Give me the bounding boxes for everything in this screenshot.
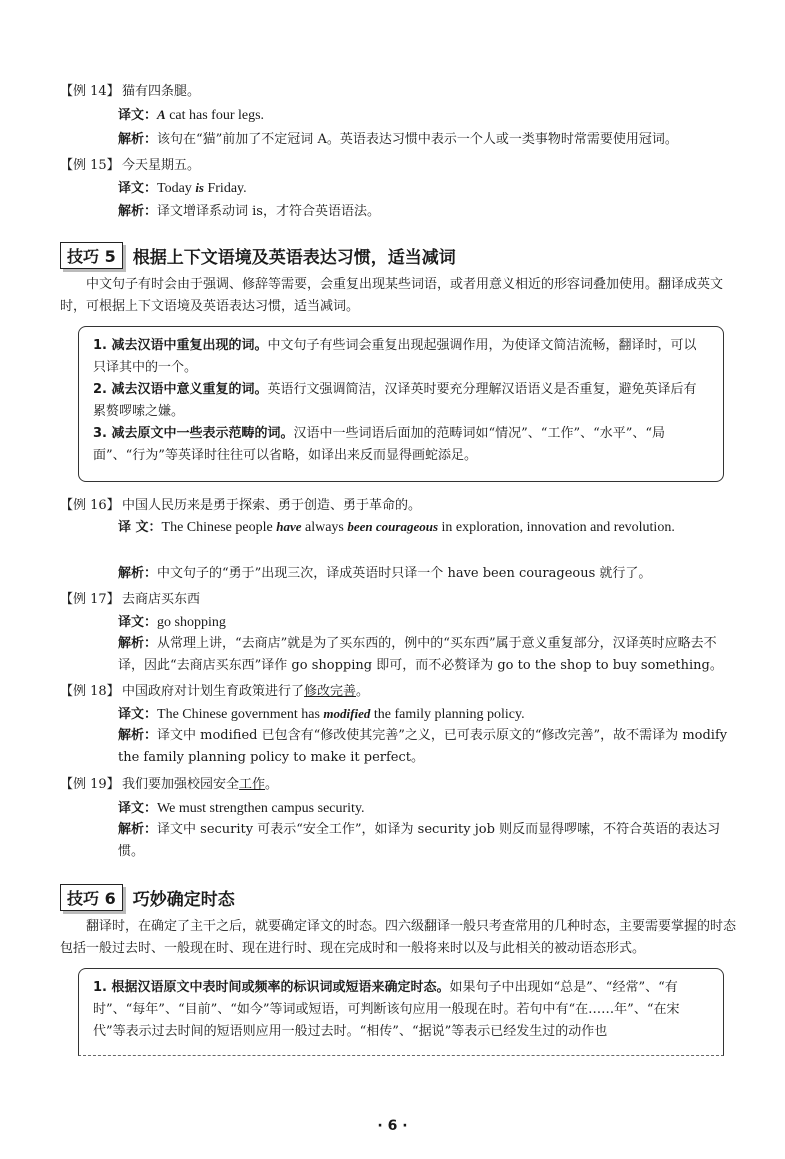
example-16-analysis <box>118 562 651 581</box>
example-17-source: 去商店买东西 <box>122 592 201 607</box>
example-15-translation <box>118 177 247 197</box>
source-text: 。 <box>265 777 279 792</box>
example-18-analysis <box>118 725 736 769</box>
example-16-source: 中国人民历来是勇于探索、勇于创造、勇于革命的。 <box>122 498 422 513</box>
technique-6-badge: 技巧 6 <box>60 884 123 911</box>
source-text: 我们要加强校园安全 <box>122 777 240 792</box>
example-18-translation <box>118 703 525 723</box>
tip-heading: 1. 根据汉语原文中表时间或频率的标识词或短语来确定时态。 <box>93 980 450 995</box>
tip-item <box>93 379 709 423</box>
translation-emphasis: is <box>195 180 204 195</box>
tip-item <box>93 423 709 467</box>
source-text: 。 <box>356 684 370 699</box>
analysis-text: 译文增译系动词 is，才符合英语语法。 <box>157 204 380 219</box>
translation-emphasis: been courageous <box>347 519 439 534</box>
example-14-analysis <box>118 128 678 147</box>
example-16-translation <box>118 516 736 539</box>
translation-text: The Chinese government has <box>157 707 324 722</box>
example-19-source <box>122 773 278 792</box>
source-underlined: 修改完善 <box>304 684 357 699</box>
tip-text: 汉语中一些词语后面加的范畴词如“情况”、“工作”、“水平”、“局面”、“行为”等英译时往往可以省略，如译出来反而显得画蛇添足。 <box>93 426 666 463</box>
example-14-translation <box>118 104 264 124</box>
technique-6-intro: 翻译时，在确定了主干之后，就要确定译文的时态。四六级翻译一般只考查常用的几种时态，主要需要掌握的时态包括一般过去时、一般现在时、现在进行时、现在完成时和一般将来时以及与此相关的被动语态形式。 <box>60 919 737 956</box>
tip-text: 中文句子有些词会重复出现起强调作用，为使译文简洁流畅，翻译时，可以只译其中的一个。 <box>93 338 697 375</box>
technique-5-tips-box <box>78 326 724 482</box>
example-19-analysis <box>118 819 736 863</box>
analysis-label: 解析： <box>118 822 158 837</box>
translation-label: 译文： <box>118 707 158 722</box>
analysis-text: 译文中 security 可表示“安全工作”，如译为 security job 则反而显得啰嗦，不符合英语的表达习惯。 <box>118 822 721 859</box>
example-15-analysis <box>118 200 380 219</box>
analysis-label: 解析： <box>118 636 158 651</box>
technique-5-intro: 中文句子有时会由于强调、修辞等需要，会重复出现某些词语，或者用意义相近的形容词叠加使用。翻译成英文时，可根据上下文语境及英语表达习惯，适当减词。 <box>60 277 724 314</box>
tip-heading: 3. 减去原文中一些表示范畴的词。 <box>93 426 294 441</box>
translation-label: 译文： <box>118 108 158 123</box>
tip-text: 如果句子中出现如“总是”、“经常”、“有时”、“每年”、“目前”、“如今”等词或短语，可判断该句应用一般现在时。若句中有“在……年”、“在宋代”等表示过去时间的短语则应用一般过去时。“相传”、“据说”等表示已经发生过的动作也 <box>93 980 680 1039</box>
source-underlined: 工作 <box>239 777 266 792</box>
translation-label: 译文： <box>118 181 158 196</box>
translation-emphasis: modified <box>323 706 371 721</box>
translation-text: always <box>301 520 348 535</box>
technique-6-heading <box>60 884 235 911</box>
example-16-tag: 【例 16】 <box>60 498 120 513</box>
translation-text: cat has four legs. <box>165 108 265 123</box>
page-number: · 6 · <box>377 1118 408 1134</box>
translation-text: The Chinese people <box>161 520 277 535</box>
example-14-tag: 【例 14】 <box>60 84 120 99</box>
source-text: 中国政府对计划生育政策进行了 <box>122 684 305 699</box>
translation-text: the family planning policy. <box>370 707 525 722</box>
technique-5-badge: 技巧 5 <box>60 242 123 269</box>
translation-text: Today <box>157 181 196 196</box>
translation-text: We must strengthen campus security. <box>157 801 365 816</box>
translation-emphasis: have <box>276 519 302 534</box>
example-17-tag: 【例 17】 <box>60 592 120 607</box>
translation-text: Friday. <box>203 181 247 196</box>
example-14-source: 猫有四条腿。 <box>122 84 201 99</box>
translation-label: 译文： <box>118 615 158 630</box>
tip-item <box>93 977 709 1043</box>
translation-label: 译 文： <box>118 520 162 535</box>
example-19-tag: 【例 19】 <box>60 777 120 792</box>
tip-heading: 2. 减去汉语中意义重复的词。 <box>93 382 268 397</box>
technique-6-title: 巧妙确定时态 <box>132 890 235 910</box>
analysis-text: 该句在“猫”前加了不定冠词 A。英语表达习惯中表示一个人或一类事物时常需要使用冠词。 <box>157 132 678 147</box>
technique-6-tips-box <box>78 968 724 1056</box>
example-15-tag: 【例 15】 <box>60 158 120 173</box>
translation-label: 译文： <box>118 801 158 816</box>
analysis-text: 译文中 modified 已包含有“修改使其完善”之义，已可表示原文的“修改完善”，故不需译为 modify the family planning policy to make it perfect。 <box>118 728 728 765</box>
analysis-label: 解析： <box>118 728 158 743</box>
analysis-text: 中文句子的“勇于”出现三次，译成英语时只译一个 have been courageous 就行了。 <box>157 566 652 581</box>
analysis-label: 解析： <box>118 204 158 219</box>
example-15-source: 今天星期五。 <box>122 158 201 173</box>
translation-emphasis: A <box>157 107 166 122</box>
example-18-tag: 【例 18】 <box>60 684 120 699</box>
translation-text: in exploration, innovation and revolution. <box>438 520 675 535</box>
example-17-translation <box>118 611 226 631</box>
analysis-label: 解析： <box>118 132 158 147</box>
tip-heading: 1. 减去汉语中重复出现的词。 <box>93 338 268 353</box>
analysis-text: 从常理上讲，“去商店”就是为了买东西的，例中的“买东西”属于意义重复部分，汉译英时应略去不译，因此“去商店买东西”译作 go shopping 即可，而不必赘译为 go to the shop to buy something。 <box>118 636 723 673</box>
example-17-analysis <box>118 633 736 677</box>
example-18-source <box>122 680 369 699</box>
example-19-translation <box>118 797 365 817</box>
translation-text: go shopping <box>157 615 226 630</box>
technique-5-title: 根据上下文语境及英语表达习惯，适当减词 <box>132 248 456 268</box>
tip-item <box>93 335 709 379</box>
technique-5-heading <box>60 242 456 269</box>
tip-text: 英语行文强调简洁，汉译英时要充分理解汉语语义是否重复，避免英译后有累赘啰嗦之嫌。 <box>93 382 697 419</box>
analysis-label: 解析： <box>118 566 158 581</box>
